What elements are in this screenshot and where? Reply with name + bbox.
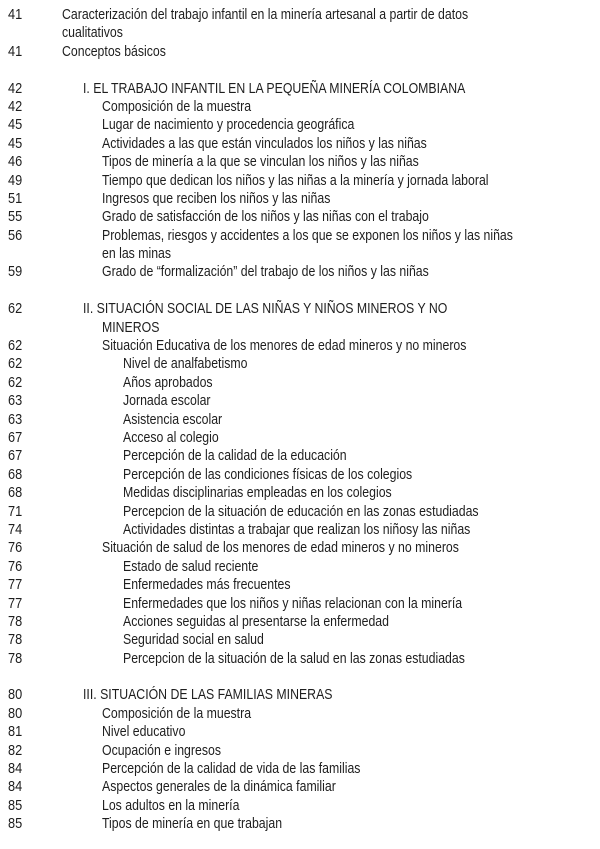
- entry-title: Medidas disciplinarias empleadas en los colegios: [123, 484, 392, 502]
- toc-entry: [0, 392, 600, 410]
- entry-title: Ocupación e ingresos: [102, 741, 221, 759]
- page-number: 71: [8, 502, 23, 520]
- page-number: 41: [8, 6, 23, 23]
- entry-title: MINEROS: [102, 318, 160, 336]
- toc-entry: [0, 466, 600, 484]
- entry-title: Actividades distintas a trabajar que realizan los niñosy las niñas: [123, 520, 471, 538]
- page-number: 81: [8, 723, 23, 741]
- toc-entry: [0, 263, 600, 281]
- page-number: 80: [8, 704, 23, 722]
- toc-entry: [0, 319, 600, 337]
- entry-title: Percepción de la calidad de la educación: [123, 447, 347, 465]
- entry-title: Composición de la muestra: [102, 97, 252, 115]
- entry-title: Situación Educativa de los menores de edad mineros y no mineros: [102, 337, 467, 355]
- entry-title: Estado de salud reciente: [123, 557, 259, 575]
- entry-title: Grado de satisfacción de los niños y las niñas con el trabajo: [102, 208, 429, 226]
- table-of-contents: [0, 6, 600, 834]
- toc-entry: [0, 558, 600, 576]
- entry-title: Asistencia escolar: [123, 410, 223, 428]
- toc-entry: [0, 539, 600, 557]
- entry-title: Aspectos generales de la dinámica familiar: [102, 778, 336, 796]
- entry-title: Lugar de nacimiento y procedencia geográfica: [102, 116, 355, 134]
- entry-title: Ingresos que reciben los niños y las niñas: [102, 189, 331, 207]
- page-number: 78: [8, 612, 23, 630]
- entry-title: Tiempo que dedican los niños y las niñas a la minería y jornada laboral: [102, 171, 489, 189]
- page-number: 63: [8, 392, 23, 410]
- toc-entry: [0, 760, 600, 778]
- toc-entry: [0, 153, 600, 171]
- spacer: [0, 668, 600, 686]
- page-number: 85: [8, 815, 23, 833]
- page-number: 42: [8, 79, 23, 97]
- entry-title: Percepción de las condiciones físicas de los colegios: [123, 465, 413, 483]
- toc-entry: [0, 521, 600, 539]
- page-number: 67: [8, 447, 23, 465]
- entry-title: Años aprobados: [123, 373, 213, 391]
- entry-title: Tipos de minería a la que se vinculan los niños y las niñas: [102, 153, 419, 171]
- page-number: 67: [8, 428, 23, 446]
- toc-entry: [0, 6, 600, 24]
- entry-title: Enfermedades más frecuentes: [123, 576, 291, 594]
- entry-title: Acciones seguidas al presentarse la enfermedad: [123, 612, 389, 630]
- toc-entry: [0, 429, 600, 447]
- page-number: 51: [8, 189, 23, 207]
- page-number: 85: [8, 796, 23, 814]
- toc-entry: [0, 227, 600, 245]
- entry-title: Grado de “formalización” del trabajo de los niños y las niñas: [102, 263, 429, 281]
- toc-entry: [0, 576, 600, 594]
- toc-entry: [0, 355, 600, 373]
- page-number: 49: [8, 171, 23, 189]
- entry-title: Nivel educativo: [102, 723, 186, 741]
- page-number: 42: [8, 97, 23, 115]
- entry-title: Acceso al colegio: [123, 428, 219, 446]
- toc-entry: [0, 245, 600, 263]
- entry-title: Problemas, riesgos y accidentes a los que se exponen los niños y las niñas: [102, 226, 513, 244]
- entry-title: Percepción de la calidad de vida de las familias: [102, 760, 361, 778]
- entry-title: Jornada escolar: [123, 392, 211, 410]
- page-number: 41: [8, 42, 23, 60]
- page-number: 78: [8, 631, 23, 649]
- page-number: 62: [8, 355, 23, 373]
- page-number: 63: [8, 410, 23, 428]
- toc-entry: [0, 503, 600, 521]
- entry-title: II. SITUACIÓN SOCIAL DE LAS NIÑAS Y NIÑOS MINEROS Y NO: [83, 300, 448, 318]
- entry-title: Situación de salud de los menores de edad mineros y no mineros: [102, 539, 459, 557]
- toc-entry: [0, 705, 600, 723]
- entry-title: Los adultos en la minería: [102, 796, 240, 814]
- entry-title: Percepcion de la situación de la salud en las zonas estudiadas: [123, 649, 465, 667]
- toc-section-heading: [0, 80, 600, 98]
- page-number: 84: [8, 760, 23, 778]
- page-number: 68: [8, 465, 23, 483]
- entry-title: Nivel de analfabetismo: [123, 355, 248, 373]
- page-number: 56: [8, 226, 23, 244]
- entry-title: Tipos de minería en que trabajan: [102, 815, 283, 833]
- toc-entry: [0, 208, 600, 226]
- toc-entry: [0, 797, 600, 815]
- entry-title: cualitativos: [62, 24, 123, 42]
- entry-title: Caracterización del trabajo infantil en la minería artesanal a partir de datos: [62, 6, 469, 23]
- toc-entry: [0, 116, 600, 134]
- entry-title: Enfermedades que los niños y niñas relacionan con la minería: [123, 594, 463, 612]
- page-number: 77: [8, 594, 23, 612]
- toc-entry: [0, 374, 600, 392]
- toc-entry: [0, 337, 600, 355]
- toc-entry: [0, 815, 600, 833]
- page-number: 62: [8, 373, 23, 391]
- page-number: 62: [8, 300, 23, 318]
- toc-entry: [0, 43, 600, 61]
- page-number: 55: [8, 208, 23, 226]
- toc-entry: [0, 778, 600, 796]
- page-number: 76: [8, 557, 23, 575]
- toc-entry: [0, 172, 600, 190]
- toc-entry: [0, 484, 600, 502]
- entry-title: Composición de la muestra: [102, 704, 252, 722]
- page-number: 82: [8, 741, 23, 759]
- page-number: 45: [8, 116, 23, 134]
- toc-section-heading: [0, 686, 600, 704]
- page-number: 80: [8, 686, 23, 704]
- entry-title: Seguridad social en salud: [123, 631, 264, 649]
- toc-entry: [0, 24, 600, 42]
- spacer: [0, 61, 600, 79]
- toc-entry: [0, 190, 600, 208]
- toc-entry: [0, 613, 600, 631]
- entry-title: en las minas: [102, 245, 172, 263]
- entry-title: Conceptos básicos: [62, 42, 166, 60]
- toc-entry: [0, 723, 600, 741]
- toc-entry: [0, 631, 600, 649]
- page-number: 45: [8, 134, 23, 152]
- entry-title: III. SITUACIÓN DE LAS FAMILIAS MINERAS: [83, 686, 333, 704]
- page-number: 46: [8, 153, 23, 171]
- page-number: 76: [8, 539, 23, 557]
- spacer: [0, 282, 600, 300]
- entry-title: Percepcion de la situación de educación en las zonas estudiadas: [123, 502, 479, 520]
- entry-title: I. EL TRABAJO INFANTIL EN LA PEQUEÑA MINERÍA COLOMBIANA: [83, 79, 466, 97]
- toc-entry: [0, 447, 600, 465]
- page-number: 68: [8, 484, 23, 502]
- toc-entry: [0, 650, 600, 668]
- toc-entry: [0, 742, 600, 760]
- toc-entry: [0, 135, 600, 153]
- page-number: 78: [8, 649, 23, 667]
- toc-entry: [0, 595, 600, 613]
- entry-title: Actividades a las que están vinculados los niños y las niñas: [102, 134, 427, 152]
- toc-entry: [0, 98, 600, 116]
- toc-entry: [0, 411, 600, 429]
- page-number: 84: [8, 778, 23, 796]
- toc-section-heading: [0, 300, 600, 318]
- page-number: 74: [8, 520, 23, 538]
- page-number: 62: [8, 337, 23, 355]
- page-number: 77: [8, 576, 23, 594]
- page-number: 59: [8, 263, 23, 281]
